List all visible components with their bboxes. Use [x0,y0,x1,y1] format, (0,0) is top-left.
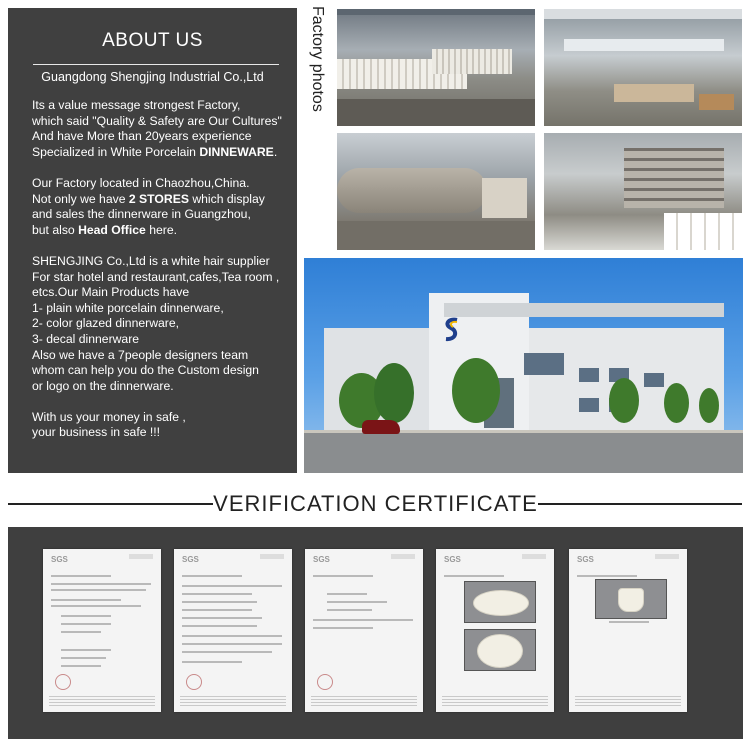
about-line: For star hotel and restaurant,cafes,Tea room , [32,269,280,284]
plate-photo [464,581,536,623]
sgs-certificate-3[interactable] [305,549,423,712]
company-name: Guangdong Shengjing Industrial Co.,Ltd [41,70,264,84]
factory-building-photo [304,258,743,473]
about-line [32,223,294,239]
sgs-logo: SGS [313,555,330,564]
about-line: With us your money in safe , [32,409,186,424]
sgs-certificate-2[interactable] [174,549,292,712]
certificates-panel [8,527,743,739]
building-roof [444,303,724,317]
about-line: Also we have a 7people designers team [32,347,249,362]
head-office-highlight: Head Office [78,222,146,237]
cup-photo [595,579,667,619]
sgs-logo: SGS [444,555,461,564]
about-line: whom can help you do the Custom design [32,363,259,378]
sgs-logo: SGS [51,555,68,564]
sgs-logo: SGS [182,555,199,564]
about-us-panel [8,8,297,473]
about-paragraph-2 [32,176,294,238]
verification-rule-right [538,503,742,505]
sgs-certificate-1[interactable] [43,549,161,712]
about-paragraph-4 [32,410,294,441]
about-text: which display [188,191,265,206]
road [304,433,743,473]
product-line: 3- decal dinnerware [32,331,140,346]
factory-photo-kilns [337,9,535,126]
about-us-title: ABOUT US [102,30,203,51]
plate-photo [464,629,536,671]
factory-photos-text: Factory photos [309,6,326,112]
dinnerware-highlight: DINNEWARE [199,144,274,159]
sgs-certificate-5[interactable] [569,549,687,712]
about-line: Our Factory located in Chaozhou,China. [32,175,250,190]
verification-title: VERIFICATION CERTIFICATE [213,491,538,516]
about-line: Its a value message strongest Factory, [32,98,241,112]
factory-photo-production-line [544,133,742,250]
about-line: SHENGJING Co.,Ltd is a white hair supplier [32,253,270,268]
about-line [32,145,294,161]
factory-photo-tunnel-kiln [337,133,535,250]
about-us-text [32,98,294,457]
about-text: but also [32,222,79,237]
about-line: which said "Quality & Safety are Our Cultures" [32,113,282,128]
red-car [362,420,400,434]
about-paragraph-3 [32,254,294,394]
product-line: 2- color glazed dinnerware, [32,316,180,331]
about-title-divider [33,64,279,65]
about-line: And have More than 20years experience [32,129,252,144]
sgs-certificate-4[interactable] [436,549,554,712]
about-text: here. [145,222,177,237]
about-line: your business in safe !!! [32,425,161,440]
about-text: Not only we have [32,191,129,206]
about-paragraph-1 [32,98,294,160]
product-line: 1- plain white porcelain dinnerware, [32,300,224,315]
sgs-logo: SGS [577,555,594,564]
about-text: Specialized in White Porcelain [32,144,200,159]
factory-photos-label [308,6,328,166]
stores-highlight: 2 STORES [128,191,189,206]
factory-photo-warehouse [544,9,742,126]
verification-rule-left [8,503,213,505]
about-line: and sales the dinnerware in Guangzhou, [32,207,251,222]
about-text: . [273,144,278,159]
company-logo-icon [442,316,462,344]
about-line: or logo on the dinnerware. [32,378,174,393]
about-line [32,192,294,208]
about-line: etcs.Our Main Products have [32,285,190,300]
